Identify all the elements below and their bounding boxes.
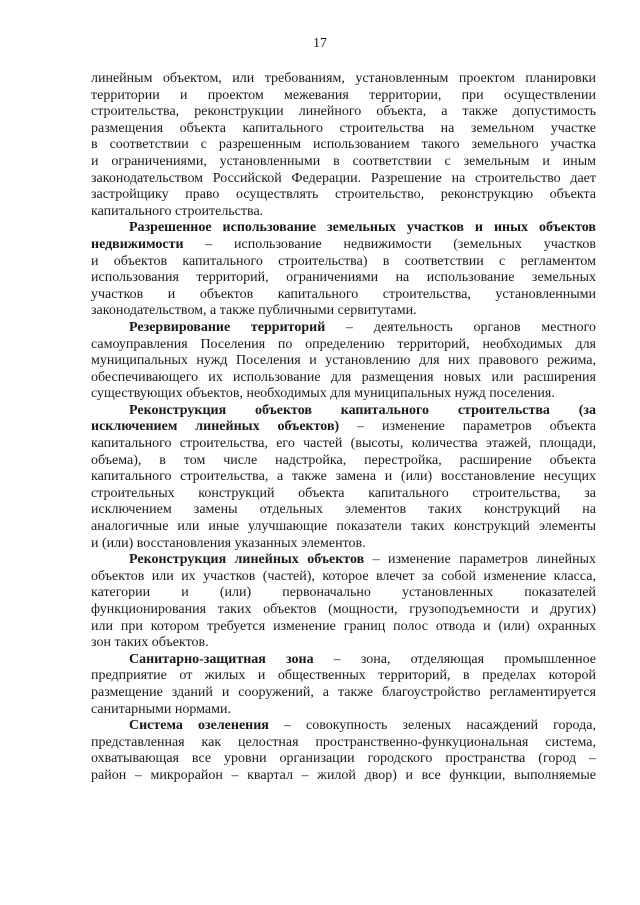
document-body <box>91 71 596 785</box>
text-line: участков и объектов капитального строительства, установленными <box>91 286 596 302</box>
defined-term: Система озеленения <box>129 718 269 734</box>
text-line: объектов или их участков (частей), которое влечет за собой изменение класса, <box>91 568 596 584</box>
text-line: объема), в том числе надстройка, перестройка, расширение объекта <box>91 452 596 468</box>
text-line: категории и (или) первоначально установленных показателей <box>91 585 596 601</box>
definition-greening-system <box>91 718 596 784</box>
paragraph-continuation <box>91 71 596 220</box>
text-line: и ограничениями, установленными в соответствии с земельным и иным <box>91 153 596 169</box>
text-line: законодательством Российской Федерации. Разрешение на строительство дает <box>91 170 596 186</box>
text-line: существующих объектов, необходимых для муниципальных нужд поселения. <box>91 386 555 402</box>
defined-term: исключением линейных объектов) <box>91 419 340 435</box>
text-line: представленная как целостная пространственно-функуциональная система, <box>91 734 596 750</box>
text-line: застройщику право осуществлять строительство, реконструкцию объекта <box>91 187 596 203</box>
definition-text: – изменение параметров линейных <box>364 552 596 568</box>
text-line: строительства, реконструкции линейного объекта, а также допустимость <box>91 104 596 120</box>
definition-text: – совокупность зеленых насаждений города, <box>268 718 596 734</box>
text-line: функционирования таких объектов (мощности, грузоподъемности и других) <box>91 602 596 617</box>
text-line: капитального строительства, а также замена и (или) восстановление несущих <box>91 469 596 485</box>
text-line <box>91 237 596 254</box>
text-line <box>91 718 596 735</box>
text-line: предприятие от жилых и общественных территорий, в пределах которой <box>91 668 596 684</box>
text-line: капитального строительства, его частей (высоты, количества этажей, площади, <box>91 436 596 452</box>
text-line: и объектов капитального строительства) в соответствии с регламентом <box>91 253 596 269</box>
text-line: размещение зданий и сооружений, а также благоустройство регламентируется <box>91 684 596 700</box>
text-line: охватывающая все уровни организации городского пространства (город – <box>91 751 596 767</box>
text-line: обеспечивающего их использование для размещения новых или расширения <box>91 369 596 385</box>
text-line: и (или) восстановления указанных элементов. <box>91 535 366 551</box>
text-line: аналогичные или иные улучшающие показатели таких конструкций элементы <box>91 519 596 535</box>
text-line: муниципальных нужд Поселения и установлению для них правового режима, <box>91 353 596 369</box>
defined-term: Резервирование территорий <box>129 319 326 335</box>
defined-term: недвижимости <box>91 236 184 252</box>
text-line <box>91 552 596 569</box>
text-line <box>91 403 596 420</box>
text-line: линейным объектом, или требованиям, установленным проектом планировки <box>91 71 596 86</box>
text-line <box>91 320 596 337</box>
text-line: в соответствии с разрешенным использованием такого земельного участка <box>91 137 596 153</box>
text-line: зон таких объектов. <box>91 635 209 651</box>
text-line <box>91 419 596 436</box>
text-line: размещения объекта капитального строительства на земельном участке <box>91 120 596 136</box>
text-line: строительных конструкций объекта капитального строительства, за <box>91 485 596 501</box>
definition-reconstruction-linear <box>91 552 596 652</box>
defined-term: Санитарно-защитная зона <box>129 651 314 667</box>
definition-sanitary-zone <box>91 652 596 718</box>
definition-text: – деятельность органов местного <box>325 319 597 335</box>
text-line: капитального строительства. <box>91 203 264 219</box>
text-line: или при котором требуется изменение границ полос отвода и (или) охранных <box>91 618 596 634</box>
text-line: район – микрорайон – квартал – жилой двор) и все функции, выполняемые <box>91 767 596 783</box>
text-line <box>91 652 596 669</box>
definition-text: – изменение параметров объекта <box>339 419 596 435</box>
text-line: территории и проектом межевания территории, при осуществлении <box>91 87 596 103</box>
definition-text: – использование недвижимости (земельных участков <box>183 236 596 252</box>
text-line: использования территорий, ограничениями на использование земельных <box>91 270 596 286</box>
defined-term: Реконструкция линейных объектов <box>129 552 365 568</box>
text-line: санитарными нормами. <box>91 701 231 717</box>
definition-reconstruction-capital <box>91 403 596 552</box>
text-line: самоуправления Поселения по определению территорий, необходимых для <box>91 336 596 352</box>
text-line <box>91 220 596 237</box>
defined-term: Разрешенное использование земельных участков и иных объектов <box>129 220 596 236</box>
text-line: законодательством, а также публичными сервитутами. <box>91 303 417 319</box>
defined-term: Реконструкция объектов капитального строительства (за <box>129 402 596 418</box>
definition-territory-reservation <box>91 320 596 403</box>
text-line: исключением замены отдельных элементов таких конструкций на <box>91 502 596 518</box>
page-number: 17 <box>313 36 327 51</box>
definition-permitted-use <box>91 220 596 320</box>
definition-text: – зона, отделяющая промышленное <box>313 651 596 667</box>
